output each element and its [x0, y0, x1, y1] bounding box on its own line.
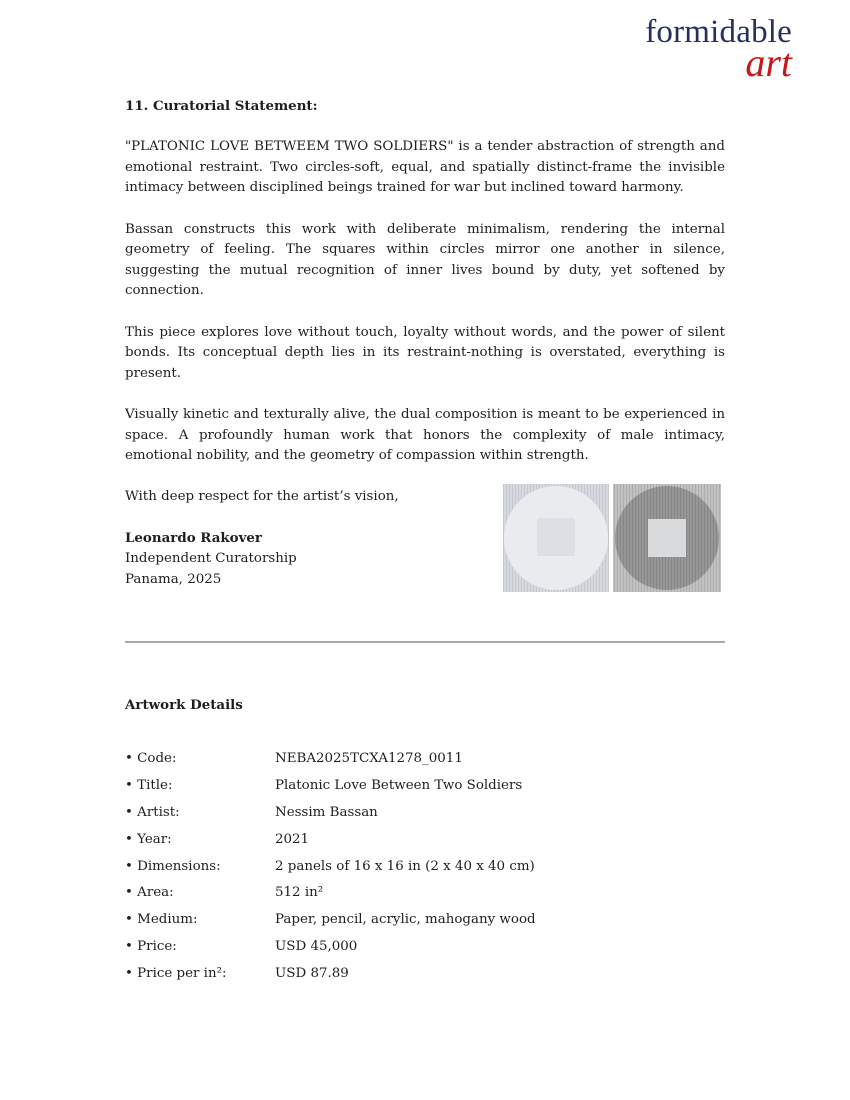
brand-logo — [645, 16, 792, 83]
detail-value: USD 45,000 — [275, 939, 358, 955]
detail-label: • Price per in²: — [125, 966, 227, 982]
detail-label: • Price: — [125, 939, 177, 955]
detail-value: USD 87.89 — [275, 966, 349, 982]
statement-paragraph: "PLATONIC LOVE BETWEEM TWO SOLDIERS" is a tender abstraction of strength and emotional restraint. Two circles-soft, equal, and spatially distinct-frame the invisible intimacy between disciplined beings trained for war but inclined toward harmony. — [125, 139, 725, 196]
detail-value: Paper, pencil, acrylic, mahogany wood — [275, 912, 536, 928]
artwork-details-title: Artwork Details — [125, 697, 243, 713]
detail-row-dimensions — [125, 859, 725, 886]
statement-paragraph: Bassan constructs this work with deliberate minimalism, rendering the internal geometry of feeling. The squares within circles mirror one another in silence, suggesting the mutual recognition of inner lives bound by duty, yet softened by connection. — [125, 221, 725, 299]
section-title: 11. Curatorial Statement: — [125, 98, 318, 114]
detail-row-medium — [125, 912, 725, 939]
artwork-thumbnail — [503, 484, 721, 592]
detail-value: Platonic Love Between Two Soldiers — [275, 777, 523, 793]
detail-label: • Year: — [125, 831, 172, 847]
statement-paragraph: Visually kinetic and texturally alive, the dual composition is meant to be experienced in space. A profoundly human work that honors the complexity of male intimacy, emotional nobility, and the geometry of compassion within strength. — [125, 406, 725, 464]
curator-name: Leonardo Rakover — [125, 530, 262, 547]
artwork-details-list — [125, 751, 725, 993]
detail-row-title — [125, 778, 725, 805]
detail-value: 512 in² — [275, 885, 324, 901]
detail-value: 2 panels of 16 x 16 in (2 x 40 x 40 cm) — [275, 858, 535, 874]
logo-wordmark-formidable: formidable — [645, 14, 792, 50]
logo-wordmark-art: art — [745, 40, 792, 85]
artwork-panel-left — [503, 484, 609, 592]
detail-row-price — [125, 939, 725, 966]
detail-row-price-per-area — [125, 966, 725, 993]
detail-label: • Artist: — [125, 804, 180, 820]
detail-label: • Title: — [125, 777, 173, 793]
curator-role: Independent Curatorship — [125, 551, 297, 567]
detail-label: • Code: — [125, 751, 177, 766]
detail-value: Nessim Bassan — [275, 804, 378, 820]
section-divider — [125, 641, 725, 643]
detail-row-artist — [125, 805, 725, 832]
curator-place: Panama, 2025 — [125, 571, 222, 587]
detail-value: NEBA2025TCXA1278_0011 — [275, 751, 463, 766]
detail-label: • Medium: — [125, 912, 198, 928]
artwork-panel-right — [613, 484, 721, 592]
detail-row-year — [125, 832, 725, 859]
statement-paragraph: This piece explores love without touch, loyalty without words, and the power of silent bonds. Its conceptual depth lies in its restraint-nothing is overstated, everything is present. — [125, 324, 725, 381]
detail-row-area — [125, 885, 725, 912]
detail-value: 2021 — [275, 831, 310, 847]
closing-line: With deep respect for the artist’s vision, — [125, 489, 399, 505]
detail-row-code — [125, 751, 725, 778]
detail-label: • Area: — [125, 885, 174, 901]
detail-label: • Dimensions: — [125, 858, 221, 874]
